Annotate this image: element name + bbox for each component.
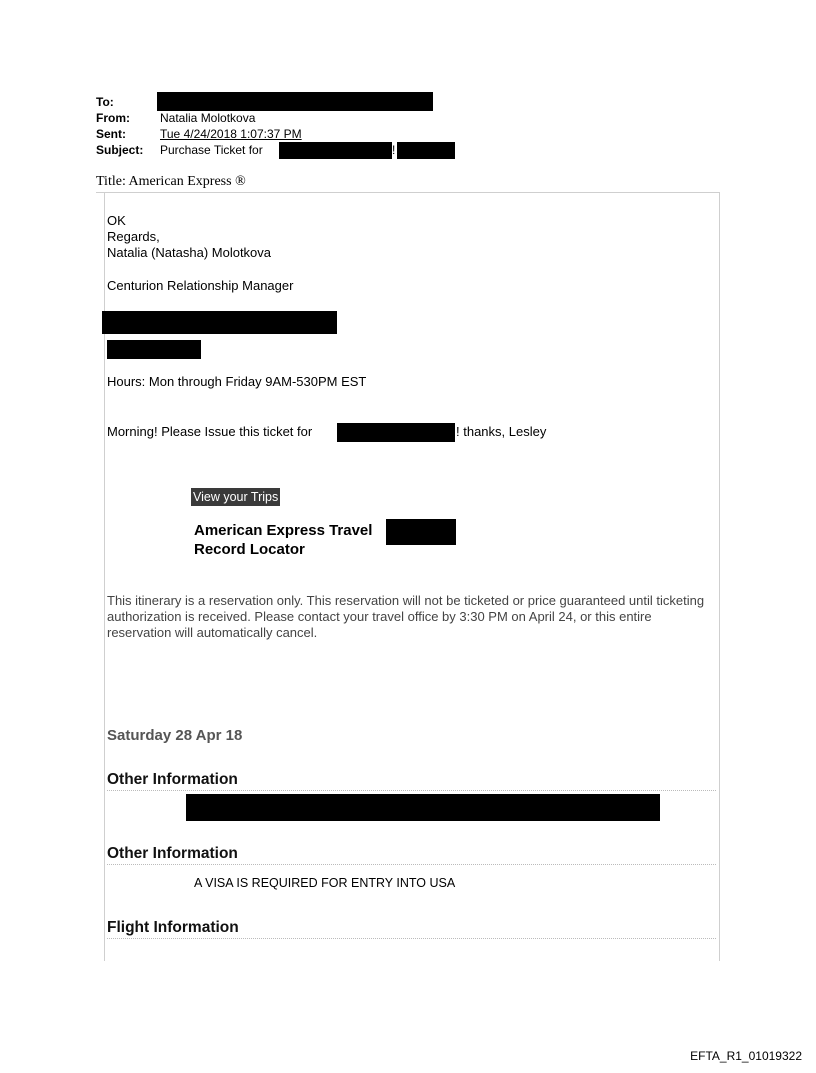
redaction-request	[337, 423, 455, 442]
redaction-locator	[386, 519, 456, 545]
reply-name: Natalia (Natasha) Molotkova	[107, 245, 272, 260]
reply-role: Centurion Relationship Manager	[107, 278, 294, 293]
subject-value: Purchase Ticket for	[160, 143, 263, 157]
redaction-subject-a	[279, 142, 392, 159]
section-flight-information: Flight Information	[107, 919, 716, 939]
view-trips-button[interactable]: View your Trips	[193, 490, 279, 504]
request-suffix: ! thanks, Lesley	[456, 424, 547, 439]
section-other-information-2: Other Information	[107, 845, 716, 865]
redaction-to	[157, 92, 433, 111]
reply-regards: Regards,	[107, 229, 160, 244]
sent-label: Sent:	[96, 127, 126, 141]
visa-note: A VISA IS REQUIRED FOR ENTRY INTO USA	[194, 876, 456, 890]
document-id: EFTA_R1_01019322	[690, 1049, 802, 1063]
redaction-contact-2	[107, 340, 201, 359]
itinerary-date: Saturday 28 Apr 18	[107, 727, 243, 744]
redaction-contact-1	[102, 311, 337, 334]
reply-hours: Hours: Mon through Friday 9AM-530PM EST	[107, 374, 367, 389]
itinerary-title-line2: Record Locator	[194, 541, 305, 558]
itinerary-title-line1: American Express Travel	[194, 522, 373, 539]
sent-value: Tue 4/24/2018 1:07:37 PM	[160, 127, 302, 141]
subject-label: Subject:	[96, 143, 144, 157]
reservation-notice: This itinerary is a reservation only. This reservation will not be ticketed or price guaranteed until ticketing authorization is received. Please contact your travel office by 3:30 PM on April 24, or this entire reservation will automatically cancel.	[107, 593, 705, 640]
from-label: From:	[96, 111, 130, 125]
from-value: Natalia Molotkova	[160, 111, 256, 125]
redaction-subject-b	[397, 142, 455, 159]
section-other-information-1: Other Information	[107, 771, 716, 791]
subject-bang: !	[392, 143, 396, 157]
to-label: To:	[96, 95, 114, 109]
request-prefix: Morning! Please Issue this ticket for	[107, 424, 313, 439]
title-line: Title: American Express ®	[96, 174, 720, 193]
redaction-other-info	[186, 794, 660, 821]
reply-ok: OK	[107, 213, 126, 228]
